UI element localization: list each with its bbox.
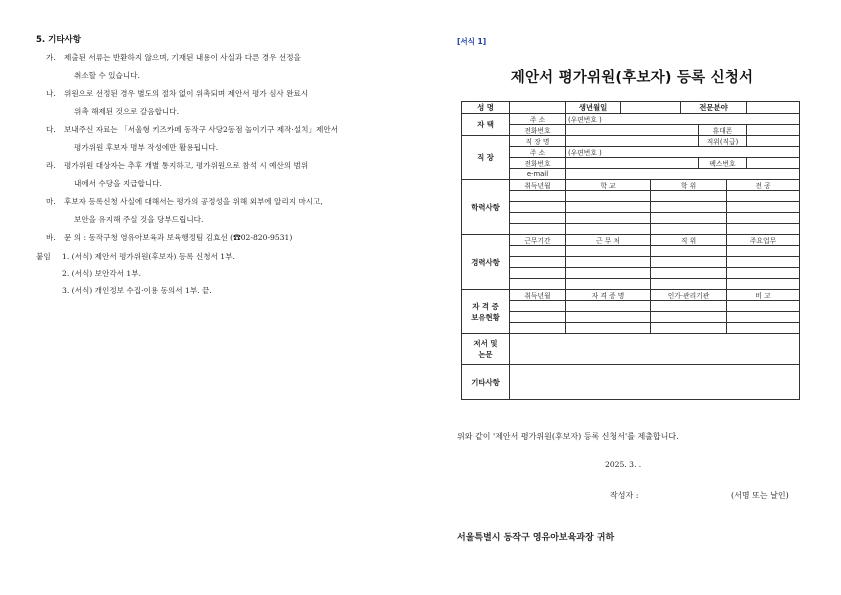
item-ga	[36, 54, 406, 81]
edu-cell[interactable]	[510, 191, 566, 202]
cert-cell[interactable]	[510, 301, 566, 312]
item-line: 보안을 유지해 주실 것을 당부드립니다.	[74, 214, 204, 224]
career-col-place: 근 무 처	[566, 235, 651, 246]
edu-cell[interactable]	[510, 224, 566, 235]
field-header: 전문분야	[681, 102, 747, 114]
cert-cell[interactable]	[510, 312, 566, 323]
career-cell[interactable]	[727, 268, 800, 279]
home-phone-label: 전화번호	[510, 125, 566, 136]
item-line: 내에서 수당을 지급합니다.	[74, 178, 162, 188]
cert-cell[interactable]	[727, 301, 800, 312]
cert-cell[interactable]	[727, 323, 800, 334]
edu-cell[interactable]	[727, 224, 800, 235]
cert-line1: 자 격 증	[472, 301, 499, 311]
item-ba	[36, 234, 406, 243]
item-line: 후보자 등록신청 사실에 대해서는 평가의 공정성을 위해 외부에 알리지 마시고,	[64, 196, 323, 206]
career-cell[interactable]	[566, 279, 651, 290]
item-line: 보내주신 자료는 「서울형 키즈카페 동작구 사당2동점 놀이기구 제작·설치」제안서	[64, 124, 339, 134]
item-label: 가.	[46, 52, 56, 62]
attachment-item: 2. (서식) 보안각서 1부.	[62, 268, 142, 278]
home-header: 자 택	[462, 114, 510, 136]
section-title: 5. 기타사항	[36, 35, 81, 45]
career-col-period: 근무기간	[510, 235, 566, 246]
edu-cell[interactable]	[651, 202, 727, 213]
item-ma	[36, 198, 406, 225]
edu-cell[interactable]	[651, 213, 727, 224]
contact-line: 문 의 : 동작구청 영유아보육과 보육행정팀 김효선 (☎02-820-9531)	[64, 232, 293, 242]
fax-input[interactable]	[747, 158, 800, 169]
sign-note: (서명 또는 날인)	[731, 491, 789, 500]
papers-line2: 논문	[478, 350, 493, 359]
cert-cell[interactable]	[566, 312, 651, 323]
cert-cell[interactable]	[510, 323, 566, 334]
edu-cell[interactable]	[566, 213, 651, 224]
work-phone-input[interactable]	[566, 158, 699, 169]
attachment-row	[36, 270, 406, 279]
cert-cell[interactable]	[651, 312, 727, 323]
item-na	[36, 90, 406, 117]
mobile-input[interactable]	[747, 125, 800, 136]
career-col-position: 직 위	[651, 235, 727, 246]
fax-label: 팩스번호	[699, 158, 747, 169]
item-ra	[36, 162, 406, 189]
writer-label: 작성자 :	[610, 491, 639, 500]
career-cell[interactable]	[510, 246, 566, 257]
form-tag: [서식 1]	[457, 37, 487, 46]
edu-cell[interactable]	[566, 191, 651, 202]
work-address-input[interactable]: (우편번호 )	[566, 147, 800, 158]
cert-cell[interactable]	[566, 323, 651, 334]
home-phone-input[interactable]	[566, 125, 699, 136]
edu-cell[interactable]	[727, 191, 800, 202]
papers-input[interactable]	[510, 334, 800, 365]
career-cell[interactable]	[651, 246, 727, 257]
edu-col-date: 취득년월	[510, 180, 566, 191]
work-header: 직 장	[462, 136, 510, 180]
cert-col-name: 자 격 증 명	[566, 290, 651, 301]
home-address-label: 주 소	[510, 114, 566, 125]
name-header: 성 명	[462, 102, 510, 114]
email-label: e-mail	[510, 169, 566, 180]
career-cell[interactable]	[727, 279, 800, 290]
edu-cell[interactable]	[727, 213, 800, 224]
edu-cell[interactable]	[566, 224, 651, 235]
cert-cell[interactable]	[651, 301, 727, 312]
etc-input[interactable]	[510, 365, 800, 400]
career-cell[interactable]	[651, 279, 727, 290]
item-line: 위촉 해제된 것으로 갈음합니다.	[74, 106, 180, 116]
edu-cell[interactable]	[651, 224, 727, 235]
guidelines-section	[36, 36, 406, 304]
career-cell[interactable]	[510, 279, 566, 290]
edu-col-school: 학 교	[566, 180, 651, 191]
date-line: 2025. 3. .	[605, 460, 642, 469]
email-input[interactable]	[566, 169, 800, 180]
mobile-label: 휴대폰	[699, 125, 747, 136]
edu-cell[interactable]	[510, 213, 566, 224]
edu-col-major: 전 공	[727, 180, 800, 191]
papers-line1: 저서 및	[473, 339, 498, 348]
addressee: 서울특별시 동작구 영유아보육과장 귀하	[457, 533, 615, 543]
attachment-item: 3. (서식) 개인정보 수집·이용 동의서 1부. 끝.	[62, 285, 212, 295]
cert-cell[interactable]	[727, 312, 800, 323]
item-label: 다.	[46, 124, 56, 134]
career-cell[interactable]	[651, 268, 727, 279]
position-label: 직위(직급)	[699, 136, 747, 147]
papers-header	[462, 334, 510, 365]
career-cell[interactable]	[510, 257, 566, 268]
item-da	[36, 126, 406, 153]
attachments	[36, 253, 406, 296]
item-line: 취소할 수 있습니다.	[74, 70, 140, 80]
submit-statement: 위와 같이 '제안서 평가위원(후보자) 등록 신청서'를 제출합니다.	[457, 432, 679, 441]
education-header: 학력사항	[462, 180, 510, 235]
item-label: 라.	[46, 160, 56, 170]
home-address-input[interactable]: (우편번호 )	[566, 114, 800, 125]
cert-col-date: 취득년월	[510, 290, 566, 301]
attachment-row	[36, 287, 406, 296]
career-header: 경력사항	[462, 235, 510, 290]
career-cell[interactable]	[566, 268, 651, 279]
certificate-header	[462, 290, 510, 334]
career-col-duty: 주요업무	[727, 235, 800, 246]
attachment-item: 1. (서식) 제안서 평가위원(후보자) 등록 신청서 1부.	[62, 251, 235, 261]
form-title: 제안서 평가위원(후보자) 등록 신청서	[510, 70, 754, 86]
item-label: 나.	[46, 88, 56, 98]
work-address-label: 주 소	[510, 147, 566, 158]
edu-col-degree: 학 위	[651, 180, 727, 191]
work-phone-label: 전화번호	[510, 158, 566, 169]
career-cell[interactable]	[727, 246, 800, 257]
career-cell[interactable]	[727, 257, 800, 268]
career-cell[interactable]	[566, 246, 651, 257]
cert-col-note: 비 고	[727, 290, 800, 301]
career-cell[interactable]	[651, 257, 727, 268]
application-table	[461, 101, 800, 400]
edu-cell[interactable]	[727, 202, 800, 213]
item-line: 위원으로 선정된 경우 별도의 절차 없이 위촉되며 제안서 평가 심사 완료시	[64, 88, 309, 98]
item-label: 바.	[46, 232, 56, 242]
attachment-row	[36, 253, 406, 262]
name-input[interactable]	[510, 102, 566, 114]
birth-input[interactable]	[621, 102, 681, 114]
workplace-label: 직 장 명	[510, 136, 566, 147]
etc-header: 기타사항	[462, 365, 510, 400]
item-line: 평가위원 대상자는 추후 개별 통지하고, 평가위원으로 참석 시 예산의 범위	[64, 160, 309, 170]
cert-cell[interactable]	[651, 323, 727, 334]
career-cell[interactable]	[510, 268, 566, 279]
cert-cell[interactable]	[566, 301, 651, 312]
workplace-input[interactable]	[566, 136, 699, 147]
edu-cell[interactable]	[510, 202, 566, 213]
career-cell[interactable]	[566, 257, 651, 268]
item-label: 마.	[46, 196, 56, 206]
edu-cell[interactable]	[566, 202, 651, 213]
cert-line2: 보유현황	[471, 312, 500, 322]
position-input[interactable]	[747, 136, 800, 147]
attach-label: 붙임	[36, 251, 51, 261]
item-line: 평가위원 후보자 명부 작성에만 활용됩니다.	[74, 142, 219, 152]
birth-header: 생년월일	[566, 102, 621, 114]
cert-col-agency: 인가·관리기관	[651, 290, 727, 301]
application-form	[457, 36, 807, 543]
edu-cell[interactable]	[651, 191, 727, 202]
item-line: 제출된 서류는 반환하지 않으며, 기재된 내용이 사실과 다른 경우 선정을	[64, 52, 301, 62]
field-input[interactable]	[747, 102, 800, 114]
